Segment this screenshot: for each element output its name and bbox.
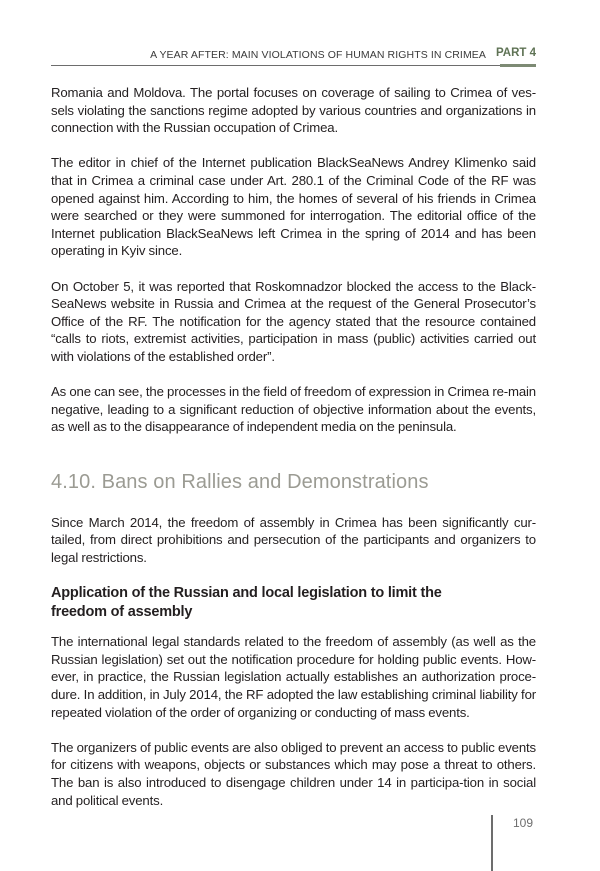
sub-heading: Application of the Russian and local legislation to limit the freedom of assembly	[51, 585, 442, 621]
paragraph: The organizers of public events are also obliged to prevent an access to public events for citizens with weapons, objects or substances which may pose a threat to others. The ban is also introduced to disengage children under 14 in participa-tion in social and political events.	[51, 739, 536, 808]
paragraph: On October 5, it was reported that Roskomnadzor blocked the access to the Black-SeaNews website in Russia and Crimea at the request of the General Prosecutor’s Office of the RF. The notification for the agency stated that the resource contained “calls to riots, extremist activities, participation in mass (public) activities carried out with violations of the established order”.	[51, 278, 536, 364]
page-body	[51, 84, 536, 827]
part-label: PART 4	[495, 47, 536, 59]
section-intro: Since March 2014, the freedom of assembly in Crimea has been significantly cur-tailed, from direct prohibitions and persecution of the participants and organizers to legal restrictions.	[51, 514, 536, 566]
paragraph: The international legal standards related to the freedom of assembly (as well as the Russian legislation) set out the notification procedure for holding public events. How-ever, in practice, the Russian legislation actually establishes an authorization proce-dure. In addition, in July 2014, the RF adopted the law establishing criminal liability for repeated violation of the order of organizing or conducting of mass events.	[51, 634, 536, 720]
paragraph: The editor in chief of the Internet publication BlackSeaNews Andrey Klimenko said that in Crimea a criminal case under Art. 280.1 of the Criminal Code of the RF was opened against him. According to him, the homes of several of his friends in Crimea were searched or they were summoned for interrogation. The editorial office of the Internet publication BlackSeaNews left Crimea in the spring of 2014 and has been operating in Kyiv since.	[51, 155, 536, 259]
part-underline	[500, 64, 536, 67]
running-title: A YEAR AFTER: MAIN VIOLATIONS OF HUMAN RIGHTS IN CRIMEA	[150, 49, 486, 61]
running-header	[51, 46, 536, 68]
paragraph: As one can see, the processes in the field of freedom of expression in Crimea re-main negative, leading to a significant reduction of objective information about the events, as well as to the disappearance of independent media on the peninsula.	[51, 384, 536, 435]
page-number: 109	[513, 816, 534, 830]
paragraph: Romania and Moldova. The portal focuses on coverage of sailing to Crimea of ves-sels violating the sanctions regime adopted by various countries and organizations in connection with the Russian occupation of Crimea.	[51, 85, 536, 136]
section-heading: 4.10. Bans on Rallies and Demonstrations	[51, 470, 429, 493]
header-rule	[51, 65, 536, 66]
footer-rule	[491, 815, 493, 871]
